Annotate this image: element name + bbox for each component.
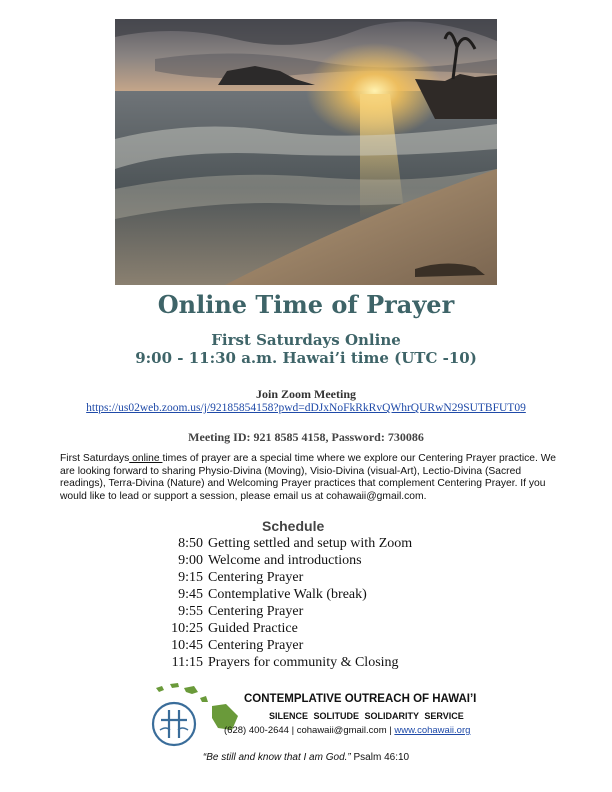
zoom-heading: Join Zoom Meeting — [256, 387, 356, 401]
quote-citation: Psalm 46:10 — [350, 752, 410, 763]
schedule-row — [163, 569, 483, 586]
schedule-desc: Getting settled and setup with Zoom — [208, 536, 413, 551]
subtitle-frequency: First Saturdays Online — [211, 331, 401, 349]
schedule-list — [163, 535, 483, 671]
contact-phone: (628) 400-2644 — [224, 725, 289, 736]
contact-email[interactable]: cohawaii@gmail.com — [296, 725, 387, 736]
quote-text: “Be still and know that I am God.” — [202, 752, 351, 763]
schedule-row — [163, 552, 483, 569]
paragraph-body: times of prayer are a special time where we explore our Centering Prayer practice. We are looking forward to sharing Physio-Divina (Moving), Visio-Divina (visual-Art), Lectio-Divina (Sacred readings), Terra-Divina (Nature) and Welcoming Prayer practices that complement Centering Prayer. If you would like to lead or support a session, please email us at cohawaii@gmail.com. — [60, 453, 557, 502]
schedule-row — [163, 620, 483, 637]
contact-line — [224, 725, 470, 736]
schedule-time: 11:15 — [171, 655, 203, 670]
schedule-time: 10:45 — [171, 638, 203, 653]
schedule-time: 9:00 — [178, 553, 203, 568]
schedule-row — [163, 637, 483, 654]
paragraph-lead: First Saturdays — [60, 453, 130, 464]
schedule-desc: Centering Prayer — [208, 570, 304, 585]
contact-sep: | — [288, 725, 297, 736]
contact-sep: | — [386, 725, 395, 736]
meeting-info: Meeting ID: 921 8585 4158, Password: 730086 — [188, 430, 424, 444]
schedule-time: 9:15 — [178, 570, 203, 585]
schedule-desc: Welcome and introductions — [208, 553, 362, 568]
logo-icon — [148, 680, 240, 750]
website-link[interactable]: www.cohawaii.org — [394, 725, 471, 736]
schedule-time: 9:55 — [178, 604, 203, 619]
organization-tagline: SILENCE SOLITUDE SOLIDARITY SERVICE — [269, 711, 464, 721]
schedule-heading: Schedule — [262, 518, 325, 534]
subtitle-time: 9:00 - 11:30 a.m. Hawai’i time (UTC -10) — [135, 349, 477, 367]
schedule-time: 10:25 — [171, 621, 203, 636]
description-paragraph — [60, 453, 560, 503]
organization-logo — [148, 680, 240, 750]
schedule-desc: Prayers for community & Closing — [208, 655, 399, 670]
header-photo — [115, 19, 497, 285]
page-title: Online Time of Prayer — [157, 290, 455, 319]
schedule-time: 9:45 — [178, 587, 203, 602]
paragraph-online: online — [129, 453, 163, 464]
schedule-desc: Contemplative Walk (break) — [208, 587, 367, 602]
schedule-row — [163, 586, 483, 603]
sunset-beach-image — [115, 19, 497, 285]
schedule-row — [163, 654, 483, 671]
schedule-time: 8:50 — [178, 536, 203, 551]
schedule-row — [163, 603, 483, 620]
scripture-quote — [0, 752, 612, 763]
organization-name: CONTEMPLATIVE OUTREACH OF HAWAI’I — [244, 693, 477, 705]
schedule-desc: Centering Prayer — [208, 638, 304, 653]
zoom-link[interactable]: https://us02web.zoom.us/j/92185854158?pwd=dDJxNoFkRkRvQWhrQURwN29SUTBFUT09 — [86, 402, 526, 414]
schedule-desc: Centering Prayer — [208, 604, 304, 619]
schedule-desc: Guided Practice — [208, 621, 298, 636]
schedule-row — [163, 535, 483, 552]
